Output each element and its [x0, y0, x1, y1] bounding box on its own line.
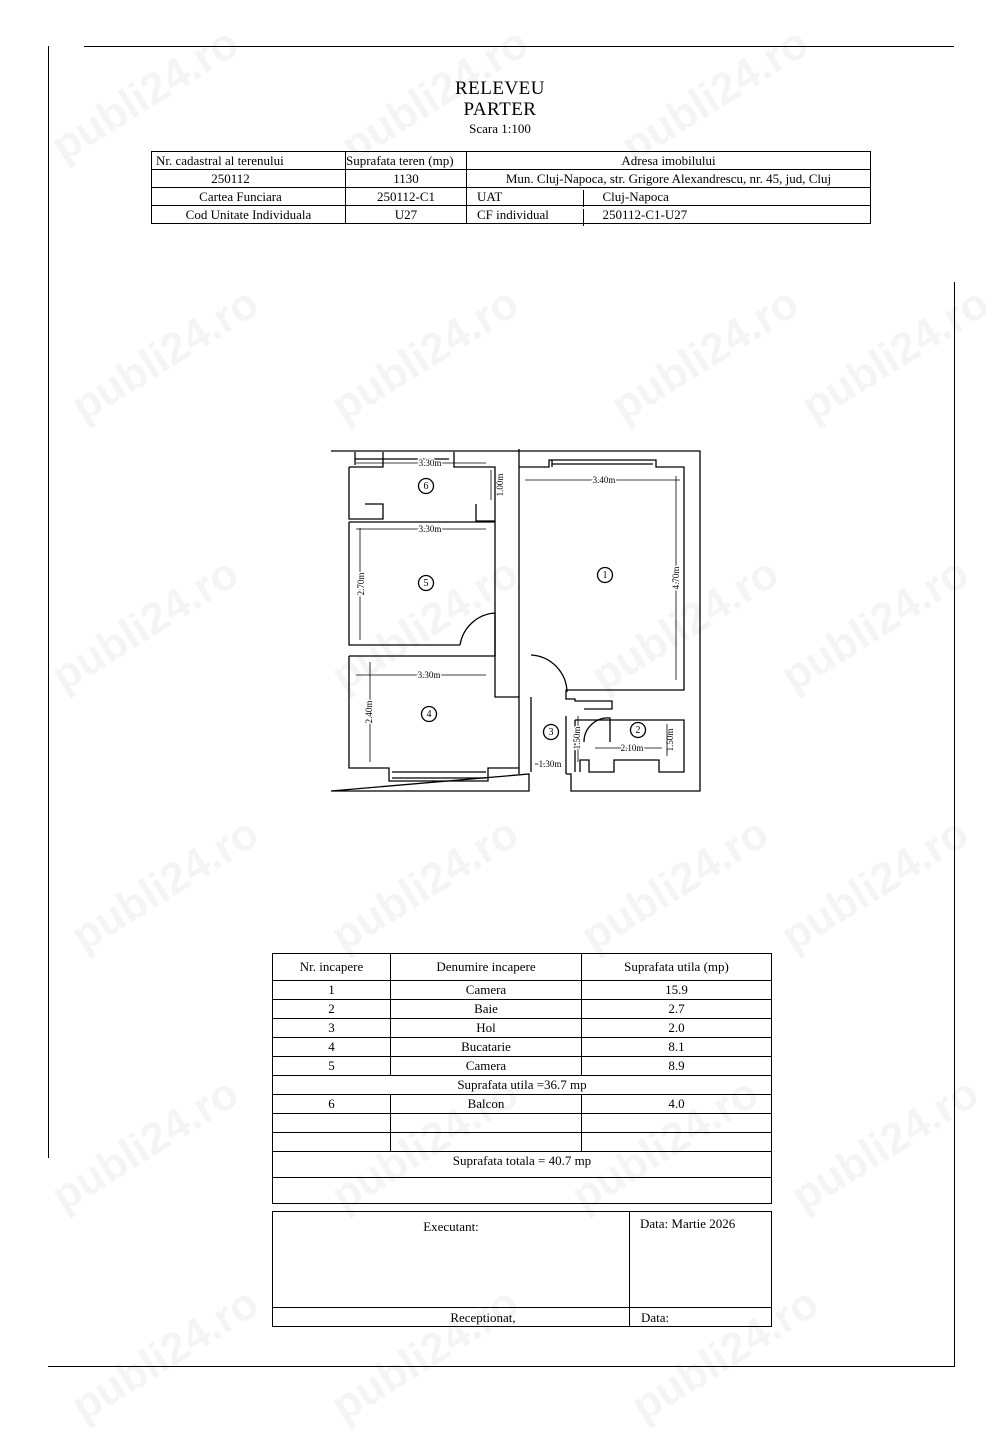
- info-row: [152, 188, 871, 206]
- unit-code-label: Cod Unitate Individuala: [152, 206, 346, 224]
- room-area: 8.1: [582, 1038, 772, 1057]
- dim-label: 1.50m: [665, 728, 675, 752]
- dim-label: 2.40m: [364, 700, 374, 724]
- watermark-logo: [603, 278, 808, 432]
- signature-divider-horizontal: [273, 1307, 771, 1308]
- column-header: Denumire incapere: [391, 954, 582, 981]
- table-row: [273, 1000, 772, 1019]
- uat-label: UAT: [467, 188, 585, 206]
- dim-label: 3.30m: [417, 670, 441, 680]
- window-top-right: [552, 460, 653, 467]
- room-5-number: 5: [423, 578, 429, 589]
- watermark-logo: [43, 548, 248, 702]
- room-area: 8.9: [582, 1057, 772, 1076]
- room-1-number: 1: [602, 570, 608, 581]
- dim-label: 3.40m: [592, 475, 616, 485]
- land-book-value: 250112-C1: [346, 188, 467, 206]
- room-area: 4.0: [582, 1095, 772, 1114]
- executant-label: Executant:: [423, 1219, 479, 1234]
- info-row: [152, 170, 871, 188]
- land-area-value: 1130: [346, 170, 467, 188]
- cadastral-label: Nr. cadastral al terenului: [152, 152, 346, 170]
- table-row: [273, 981, 772, 1000]
- watermark-logo: [63, 1278, 268, 1432]
- rooms-table: [272, 953, 772, 1204]
- land-book-label: Cartea Funciara: [152, 188, 346, 206]
- watermark-logo: [573, 808, 778, 962]
- watermark-logo: [63, 808, 268, 962]
- useful-total-row: [273, 1076, 772, 1095]
- room-area: 15.9: [582, 981, 772, 1000]
- grand-total: Suprafata totala = 40.7 mp: [273, 1152, 772, 1178]
- dim-label: 1.50m: [572, 726, 582, 750]
- grand-total-row: [273, 1152, 772, 1178]
- room-nr: 5: [273, 1057, 391, 1076]
- cadastral-value: 250112: [152, 170, 346, 188]
- frame-right-line: [954, 282, 955, 1367]
- watermark-logo: [63, 278, 268, 432]
- room-nr: 6: [273, 1095, 391, 1114]
- property-info-table: [151, 151, 871, 224]
- watermark-logo: [773, 548, 978, 702]
- room-nr: 3: [273, 1019, 391, 1038]
- page-subtitle: PARTER: [463, 99, 537, 120]
- door-room-1: [531, 655, 567, 692]
- table-row: [273, 1038, 772, 1057]
- room-2-number: 2: [635, 725, 641, 736]
- date-label: Data: Martie 2026: [640, 1216, 736, 1231]
- info-row: [152, 152, 871, 170]
- scale-label: Scara 1:100: [469, 121, 531, 136]
- dim-label: 2.70m: [356, 572, 366, 596]
- dim-label: 3.30m: [418, 458, 442, 468]
- table-row: [273, 1057, 772, 1076]
- address-label: Adresa imobilului: [467, 152, 871, 170]
- room-area: 2.7: [582, 1000, 772, 1019]
- land-area-label: Suprafata teren (mp): [346, 152, 467, 170]
- column-header: Suprafata utila (mp): [582, 954, 772, 981]
- empty-row: [273, 1114, 772, 1133]
- window-bottom: [392, 772, 486, 778]
- floor-plan: [325, 445, 705, 800]
- page-title: RELEVEU: [454, 78, 546, 99]
- door-room-5: [460, 613, 495, 656]
- table-row: [273, 1095, 772, 1114]
- dim-label: 1.30m: [538, 759, 562, 769]
- room-4-number: 4: [426, 709, 432, 720]
- room-nr: 1: [273, 981, 391, 1000]
- dim-label: 3.30m: [418, 524, 442, 534]
- watermark-logo: [793, 278, 998, 432]
- room-name: Camera: [391, 1057, 582, 1076]
- watermark-logo: [323, 278, 528, 432]
- outer-wall: [331, 451, 700, 791]
- useful-total: Suprafata utila =36.7 mp: [273, 1076, 772, 1095]
- uat-value: Cluj-Napoca: [585, 188, 871, 206]
- cf-separator: [583, 209, 584, 226]
- room-name: Hol: [391, 1019, 582, 1038]
- frame-bottom-line: [48, 1366, 954, 1367]
- received-date-label: Data:: [641, 1310, 670, 1325]
- empty-row: [273, 1178, 772, 1204]
- room-name: Baie: [391, 1000, 582, 1019]
- room-nr: 2: [273, 1000, 391, 1019]
- dim-label: 2.10m: [620, 743, 644, 753]
- rooms-table-header: [273, 954, 772, 981]
- table-row: [273, 1019, 772, 1038]
- unit-code-value: U27: [346, 206, 467, 224]
- column-header: Nr. incapere: [273, 954, 391, 981]
- door-room-2: [584, 718, 610, 742]
- room-name: Bucatarie: [391, 1038, 582, 1057]
- room-3-number: 3: [548, 727, 554, 738]
- dim-label: 4.70m: [671, 566, 681, 590]
- room-name: Camera: [391, 981, 582, 1000]
- info-row: [152, 206, 871, 224]
- received-label: Receptionat,: [450, 1310, 516, 1325]
- cf-individual-value: 250112-C1-U27: [585, 206, 871, 224]
- room-6-number: 6: [423, 481, 429, 492]
- frame-top-line: [84, 46, 954, 47]
- room-1-outline: [519, 460, 684, 709]
- watermark-logo: [323, 808, 528, 962]
- uat-separator: [583, 190, 584, 207]
- watermark-logo: [773, 808, 978, 962]
- cf-individual-label: CF individual: [467, 206, 585, 224]
- signature-block: [272, 1211, 772, 1327]
- room-area: 2.0: [582, 1019, 772, 1038]
- dim-label: 1.00m: [495, 473, 505, 497]
- room-name: Balcon: [391, 1095, 582, 1114]
- room-nr: 4: [273, 1038, 391, 1057]
- watermark-logo: [43, 1068, 248, 1222]
- empty-row: [273, 1133, 772, 1152]
- frame-left-line: [48, 46, 49, 1158]
- room-3-outline: [519, 449, 566, 774]
- watermark-logo: [783, 1068, 988, 1222]
- address-value: Mun. Cluj-Napoca, str. Grigore Alexandrescu, nr. 45, jud, Cluj: [467, 170, 871, 188]
